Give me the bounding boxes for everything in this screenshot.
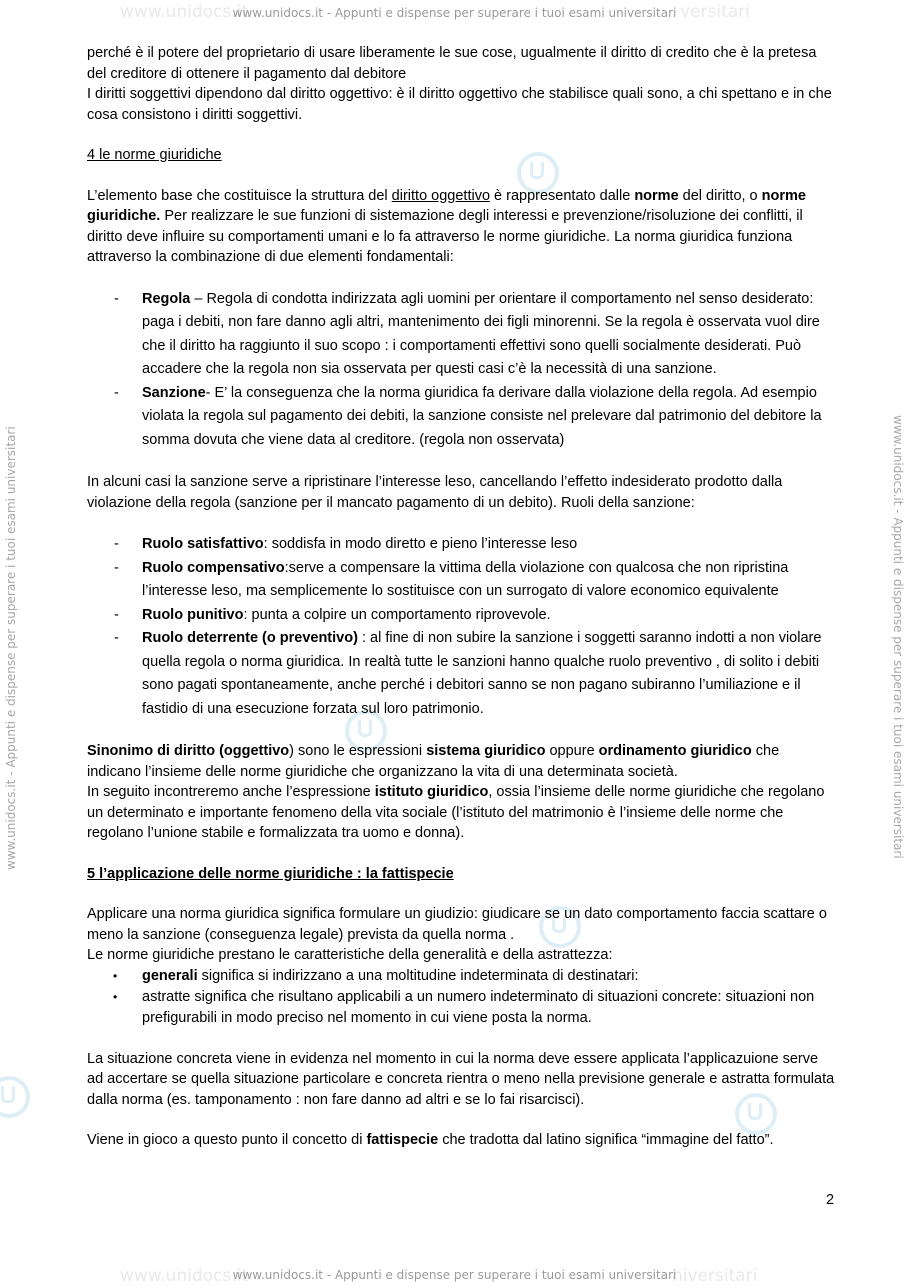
watermark-ghost-top-right: versitari [680,2,750,22]
watermark-left: www.unidocs.it - Appunti e dispense per superare i tuoi esami universitari [4,426,18,870]
list-characteristics [87,966,837,1029]
heading-section-4: 4 le norme giuridiche [87,147,222,163]
list-item: - Ruolo compensativo:serve a compensare la vittima della violazione con qualcosa che non ripristina l’interesse leso, ma semplicemente lo sostituisce con un surrogato di valore economico equivalente [114,559,789,599]
paragraph-legal-institute: In seguito incontreremo anche l’espressione istituto giuridico, ossia l’insieme delle norme giuridiche che regolano un determinato e importante fenomeno della vita sociale (l’istituto del matrimonio è l’insieme delle norme che regolano l’unione stabile e formalizzata tra uomo e donna). [87,784,825,841]
list-item: - Ruolo punitivo: punta a colpire un comportamento riprovevole. [114,606,551,623]
paragraph-property-right: perché è il potere del proprietario di usare liberamente le sue cose, ugualmente il diritto di credito che è la pretesa del creditore di ottenere il pagamento dal debitore [87,45,817,82]
list-norm-elements [87,288,837,453]
list-item: • generali significa si indirizzano a una moltitudine indeterminata di destinatari: [113,967,639,984]
list-item: - Ruolo deterrente (o preventivo) : al fine di non subire la sanzione i soggetti saranno indotti a non violare quella regola o norma giuridica. In realtà tutte le sanzioni hanno qualche ruolo preventivo , di solito i debiti sono pagati spontaneamente, anche perché i debitori sanno se non pagano subiranno l’umiliazione e il fastidio di una esecuzione forzata sul loro patrimonio. [114,630,822,717]
list-item: • astratte significa che risultano applicabili a un numero indeterminato di situazioni concrete: situazioni non prefigurabili in modo preciso nel momento in cui viene posta la norma. [113,988,815,1026]
list-sanction-roles [87,533,837,721]
watermark-right: www.unidocs.it - Appunti e dispense per superare i tuoi esami universitari [891,415,905,859]
watermark-logo-icon [0,1076,30,1118]
watermark-ghost-top: www.unidocs.it [120,2,249,22]
paragraph-subjective-rights: I diritti soggettivi dipendono dal diritto oggettivo: è il diritto oggettivo che stabilisce quali sono, a chi spettano e in che cosa consistono i diritti soggettivi. [87,86,832,123]
watermark-ghost-bottom-right: niversitari [672,1266,758,1286]
list-item: - Regola – Regola di condotta indirizzata agli uomini per orientare il comportamento nel senso desiderato: paga i debiti, non fare danno agli altri, mantenimento dei figli minorenni. Se la regola è osservata vuol dire che il diritto ha raggiunto il suo scopo : i comportamenti effettivi sono quelli socialmente desiderati. Può accadere che la regola non sia osservata per questi casi c’è la necessità di una sanzione. [114,290,820,377]
watermark-ghost-bottom: www.unidocs.it [120,1266,249,1286]
paragraph-concrete-situation: La situazione concreta viene in evidenza nel momento in cui la norma deve essere applicata l’applicazuione serve ad accertare se quella situazione particolare e concreta rientra o meno nella previsione generale e astratta formulata dalla norma (es. tamponamento : non fare danno ad altri e se lo fai risarcisci). [87,1050,835,1108]
list-item: - Ruolo satisfattivo: soddisfa in modo diretto e pieno l’interesse leso [114,536,578,552]
heading-section-5: 5 l’applicazione delle norme giuridiche : la fattispecie [87,865,454,882]
paragraph-apply-norm: Applicare una norma giuridica significa formulare un giudizio: giudicare se un dato comportamento faccia scattare o meno la sanzione (conseguenza legale) prevista da quella norma . [87,906,827,943]
watermark-bottom: www.unidocs.it - Appunti e dispense per superare i tuoi esami universitari [232,1268,677,1282]
paragraph-fattispecie: Viene in gioco a questo punto il concetto di fattispecie che tradotta dal latino significa “immagine del fatto”. [87,1132,774,1148]
page-number: 2 [826,1192,835,1208]
watermark-top: www.unidocs.it - Appunti e dispense per superare i tuoi esami universitari [232,6,677,20]
paragraph-legal-norms: L’elemento base che costituisce la struttura del diritto oggettivo è rappresentato dalle norme del diritto, o norme giuridiche. Per realizzare le sue funzioni di sistemazione degli interessi e prevenzione/risoluzione dei conflitti, il diritto deve influire su comportamenti umani e lo fa attraverso le norme giuridiche. La norma giuridica funziona attraverso la combinazione di due elementi fondamentali: [87,187,806,265]
paragraph-synonym: Sinonimo di diritto (oggettivo) sono le espressioni sistema giuridico oppure ordinamento giuridico che indicano l’insieme delle norme giuridiche che organizzano la vita di una determinata società. [87,743,780,780]
paragraph-sanction-roles: In alcuni casi la sanzione serve a ripristinare l’interesse leso, cancellando l’effetto indesiderato prodotto dalla violazione della regola (sanzione per il mancato pagamento di un debito). Ruoli della sanzione: [87,474,783,511]
document-body [87,43,837,1151]
paragraph-generality: Le norme giuridiche prestano le caratteristiche della generalità e della astrattezza: [87,947,613,963]
list-item: - Sanzione- E’ la conseguenza che la norma giuridica fa derivare dalla violazione della regola. Ad esempio violata la regola sul pagamento dei debiti, la sanzione consiste nel prelevare dal patrimonio del debitore la somma dovuta che viene data al creditore. (regola non osservata) [114,384,822,448]
